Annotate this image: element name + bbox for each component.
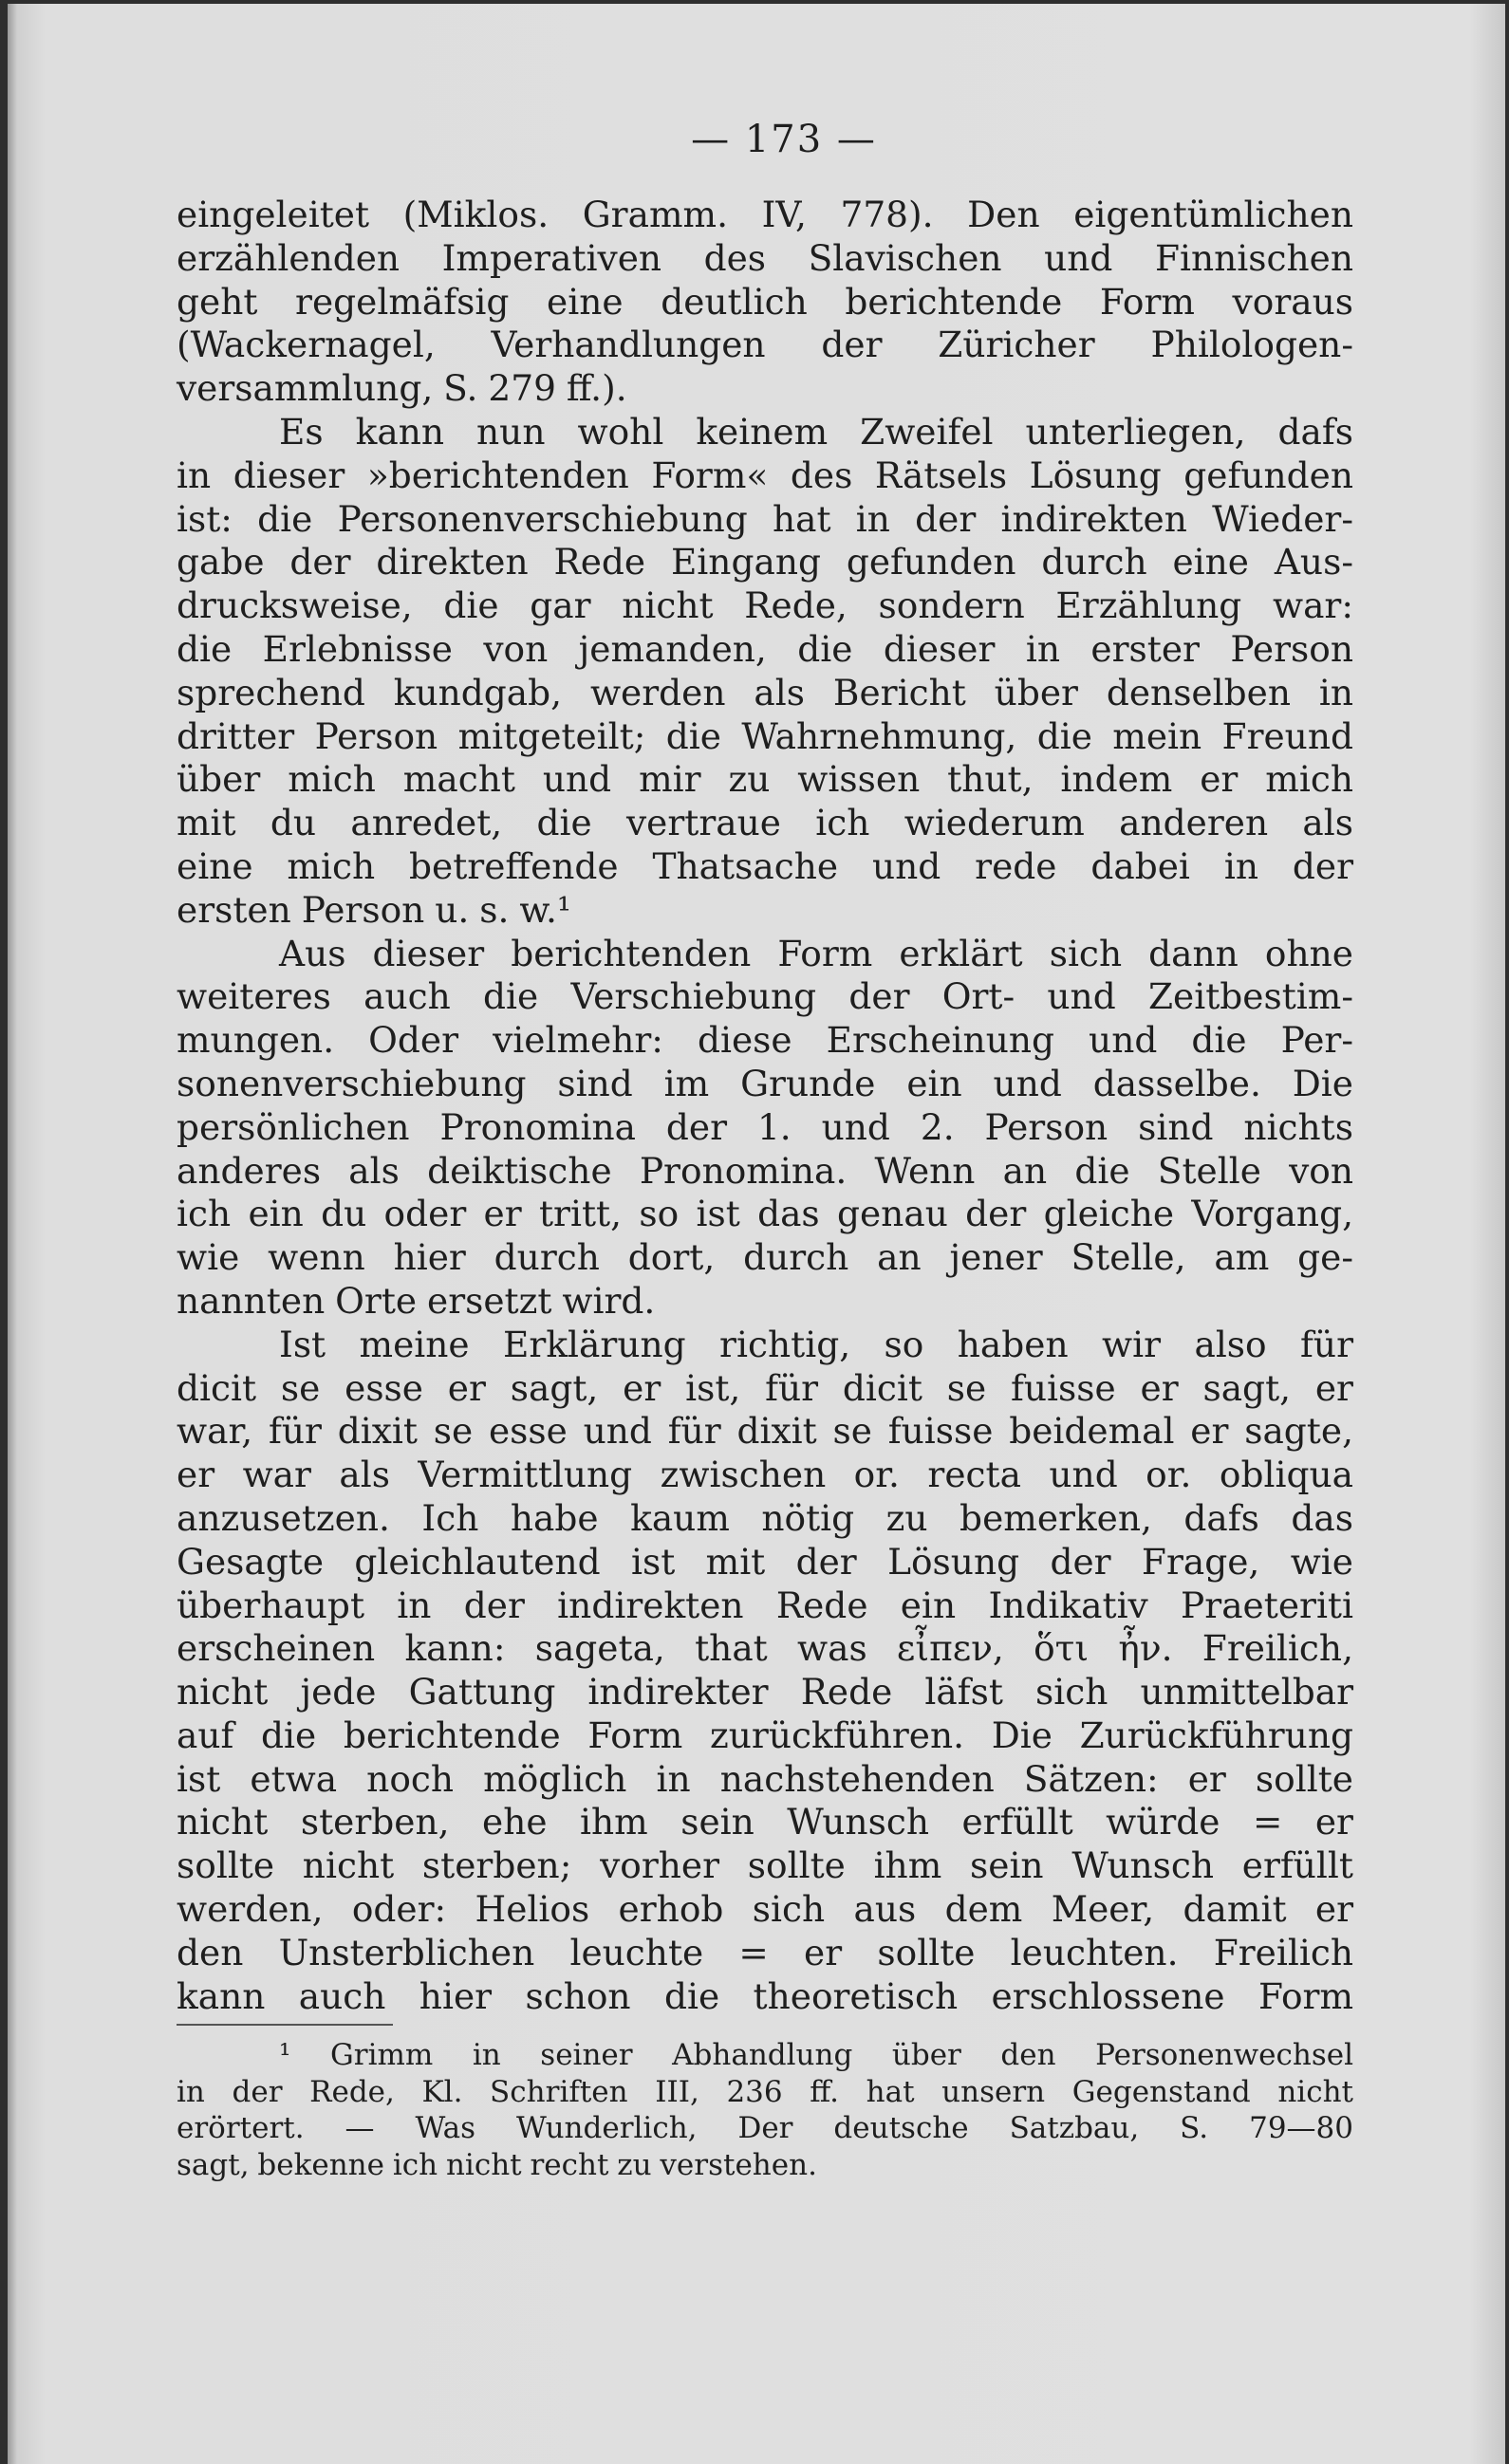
footnote-line: erörtert. — Was Wunderlich, Der deutsche Satzbau, S. 79—80 <box>177 2111 1353 2146</box>
body-line: nicht jede Gattung indirekter Rede läfst sich unmittelbar <box>177 1671 1353 1714</box>
body-line: kann auch hier schon die theoretisch erschlossene Form <box>177 1974 1353 2017</box>
body-line: ich ein du oder er tritt, so ist das genau der gleiche Vorgang, <box>177 1193 1353 1235</box>
body-line: die Erlebnisse von jemanden, die dieser in erster Person <box>177 627 1353 670</box>
body-line: gabe der direkten Rede Eingang gefunden durch eine Aus- <box>177 541 1353 584</box>
footnote-line: ¹ Grimm in seiner Abhandlung über den Personenwechsel <box>279 2038 1353 2073</box>
paragraph-start: Ist meine Erklärung richtig, so haben wir also für <box>279 1323 1353 1365</box>
body-line: anzusetzen. Ich habe kaum nötig zu bemerken, dafs das <box>177 1496 1353 1539</box>
body-line: dritter Person mitgeteilt; die Wahrnehmung, die mein Freund <box>177 714 1353 757</box>
body-line: anderes als deiktische Pronomina. Wenn an die Stelle von <box>177 1149 1353 1192</box>
body-line: versammlung, S. 279 ff.). <box>177 367 627 410</box>
text-block <box>177 118 1353 2183</box>
body-line: mungen. Oder vielmehr: diese Erscheinung und die Per- <box>177 1019 1353 1062</box>
body-line: (Wackernagel, Verhandlungen der Züricher Philologen- <box>177 324 1353 366</box>
body-line: werden, oder: Helios erhob sich aus dem Meer, damit er <box>177 1888 1353 1931</box>
footnote-divider <box>177 2024 393 2026</box>
book-page <box>8 4 1505 2464</box>
body-line: überhaupt in der indirekten Rede ein Indikativ Praeteriti <box>177 1584 1353 1626</box>
body-line: auf die berichtende Form zurückführen. Die Zurückführung <box>177 1714 1353 1756</box>
body-line: eingeleitet (Miklos. Gramm. IV, 778). Den eigentümlichen <box>177 194 1353 235</box>
paragraph-start: Aus dieser berichtenden Form erklärt sich dann ohne <box>279 932 1353 974</box>
footnote-line: sagt, bekenne ich nicht recht zu verstehen. <box>177 2147 817 2182</box>
body-line: Gesagte gleichlautend ist mit der Lösung der Frage, wie <box>177 1540 1353 1583</box>
footnote <box>177 2037 1353 2183</box>
body-line: ist etwa noch möglich in nachstehenden Sätzen: er sollte <box>177 1757 1353 1800</box>
body-line: ist: die Personenverschiebung hat in der indirekten Wieder- <box>177 497 1353 540</box>
body-line: sonenverschiebung sind im Grunde ein und dasselbe. Die <box>177 1062 1353 1104</box>
body-line: eine mich betreffende Thatsache und rede dabei in der <box>177 844 1353 887</box>
body-line: in dieser »berichtenden Form« des Rätsels Lösung gefunden <box>177 454 1353 496</box>
body-line: nicht sterben, ehe ihm sein Wunsch erfüllt würde = er <box>177 1801 1353 1843</box>
body-line: über mich macht und mir zu wissen thut, indem er mich <box>177 758 1353 801</box>
body-line: dicit se esse er sagt, er ist, für dicit se fuisse er sagt, er <box>177 1366 1353 1409</box>
body-line: nannten Orte ersetzt wird. <box>177 1279 656 1322</box>
body-line: mit du anredet, die vertraue ich wiederum anderen als <box>177 802 1353 844</box>
body-line: geht regelmäfsig eine deutlich berichtende Form voraus <box>177 280 1353 323</box>
paragraph-start: Es kann nun wohl keinem Zweifel unterliegen, dafs <box>279 410 1353 453</box>
body-line: er war als Vermittlung zwischen or. recta und or. obliqua <box>177 1454 1353 1496</box>
body-text <box>177 194 1353 2018</box>
footnote-line: in der Rede, Kl. Schriften III, 236 ff. hat unsern Gegenstand nicht <box>177 2074 1353 2109</box>
body-line: erscheinen kann: sageta, that was εἶπεν, ὅτι ἦν. Freilich, <box>177 1627 1353 1670</box>
body-line: den Unsterblichen leuchte = er sollte leuchten. Freilich <box>177 1931 1353 1973</box>
body-line: wie wenn hier durch dort, durch an jener Stelle, am ge- <box>177 1236 1353 1279</box>
body-line: persönlichen Pronomina der 1. und 2. Person sind nichts <box>177 1105 1353 1148</box>
body-line: weiteres auch die Verschiebung der Ort- und Zeitbestim- <box>177 975 1353 1018</box>
page-number: — 173 — <box>691 118 877 161</box>
body-line: war, für dixit se esse und für dixit se fuisse beidemal er sagte, <box>177 1410 1353 1453</box>
body-line: drucksweise, die gar nicht Rede, sondern Erzählung war: <box>177 584 1353 627</box>
body-line: erzählenden Imperativen des Slavischen und Finnischen <box>177 236 1353 279</box>
body-line: sollte nicht sterben; vorher sollte ihm sein Wunsch erfüllt <box>177 1844 1353 1887</box>
body-line: ersten Person u. s. w.¹ <box>177 888 571 931</box>
body-line: sprechend kundgab, werden als Bericht über denselben in <box>177 671 1353 713</box>
